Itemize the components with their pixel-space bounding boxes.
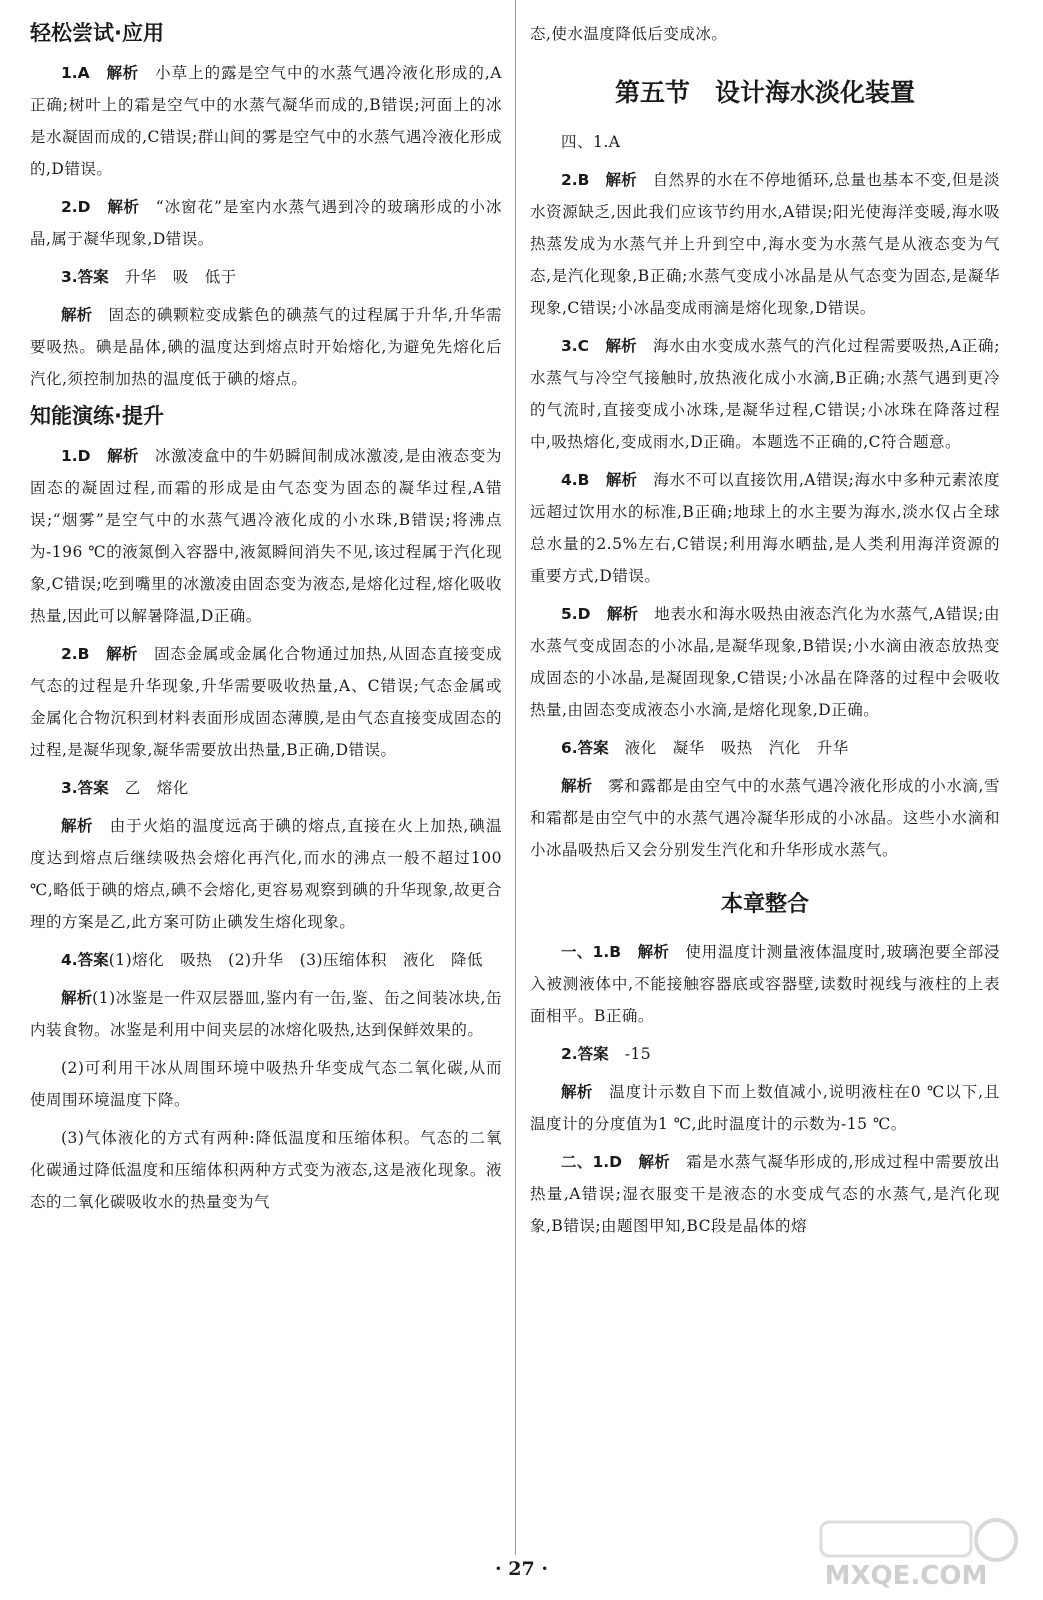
answer-item: 2.答案 -15 xyxy=(561,1045,652,1063)
answer-item: 四、1.A xyxy=(561,133,621,151)
left-column xyxy=(30,18,502,1224)
answer-item: 3.C 解析 海水由水变成水蒸气的汽化过程需要吸热,A正确;水蒸气与冷空气接触时,放热液化成小水滴,B正确;水蒸气遇到更冷的气流时,直接变成小冰珠,是凝华过程,C错误;小冰珠在降落过程中,吸热熔化,变成雨水,D正确。本题选不正确的,C符合题意。 xyxy=(530,337,1000,451)
page-number: · 27 · xyxy=(495,1558,548,1580)
answer-item: 2.D 解析 “冰窗花”是室内水蒸气遇到冷的玻璃形成的小冰晶,属于凝华现象,D错误。 xyxy=(30,198,502,248)
analysis-item: 解析 固态的碘颗粒变成紫色的碘蒸气的过程属于升华,升华需要吸热。碘是晶体,碘的温度达到熔点时开始熔化,为避免先熔化后汽化,须控制加热的温度低于碘的熔点。 xyxy=(30,306,502,388)
section-heading-try: 轻松尝试·应用 xyxy=(30,21,164,45)
answer-item: 5.D 解析 地表水和海水吸热由液态汽化为水蒸气,A错误;由水蒸气变成固态的小冰晶,是凝华现象,B错误;小水滴由液态放热变成固态的小冰晶,是凝固现象,C错误;小冰晶在降落的过程中会吸收热量,由固态变成液态小水滴,是熔化现象,D正确。 xyxy=(530,605,1000,719)
answer-item: 6.答案 液化 凝华 吸热 汽化 升华 xyxy=(561,739,849,757)
watermark-logo xyxy=(781,1512,1031,1592)
analysis-item: 解析(1)冰鉴是一件双层器皿,鉴内有一缶,鉴、缶之间装冰块,缶内装食物。冰鉴是利用中间夹层的冰熔化吸热,达到保鲜效果的。 xyxy=(30,989,502,1039)
answer-item: 4.B 解析 海水不可以直接饮用,A错误;海水中多种元素浓度远超过饮用水的标准,B正确;地球上的水主要为海水,淡水仅占全球总水量的2.5%左右,C错误;利用海水晒盐,是人类利用海洋资源的重要方式,D错误。 xyxy=(530,471,1000,585)
section-heading-practice: 知能演练·提升 xyxy=(30,404,164,428)
right-column xyxy=(530,18,1000,1248)
column-divider xyxy=(515,0,516,1555)
answer-item: 3.答案 乙 熔化 xyxy=(61,779,189,797)
watermark-text: MXQE.COM xyxy=(824,1561,988,1591)
answer-item: 3.答案 升华 吸 低于 xyxy=(61,268,237,286)
analysis-item: 解析 温度计示数自下而上数值减小,说明液柱在0 ℃以下,且温度计的分度值为1 ℃,此时温度计的示数为-15 ℃。 xyxy=(530,1083,1000,1133)
answer-item: 2.B 解析 固态金属或金属化合物通过加热,从固态直接变成气态的过程是升华现象,升华需要吸收热量,A、C错误;气态金属或金属化合物沉积到材料表面形成固态薄膜,是由气态直接变成固态的过程,是凝华现象,凝华需要放出热量,B正确,D错误。 xyxy=(30,645,502,759)
answer-item: 1.D 解析 冰激凌盒中的牛奶瞬间制成冰激凌,是由液态变为固态的凝固过程,而霜的形成是由气态变为固态的凝华过程,A错误;“烟雾”是空气中的水蒸气遇冷液化成的小水珠,B错误;将沸点为-196 ℃的液氮倒入容器中,液氮瞬间消失不见,该过程属于汽化现象,C错误;吃到嘴里的冰激凌由固态变为液态,是熔化过程,熔化吸收热量,因此可以解暑降温,D正确。 xyxy=(30,447,502,625)
analysis-item: 解析 雾和露都是由空气中的水蒸气遇冷液化形成的小水滴,雪和霜都是由空气中的水蒸气遇冷凝华形成的小冰晶。这些小水滴和小冰晶吸热后又会分别发生汽化和升华形成水蒸气。 xyxy=(530,777,1000,859)
summary-title: 本章整合 xyxy=(720,892,809,917)
answer-item: 2.B 解析 自然界的水在不停地循环,总量也基本不变,但是淡水资源缺乏,因此我们应该节约用水,A错误;阳光使海洋变暖,海水吸热蒸发成为水蒸气并上升到空中,海水变为水蒸气是从液态变为气态,是汽化现象,B正确;水蒸气变成小冰晶是从气态变为固态,是凝华现象,C错误;小冰晶变成雨滴是熔化现象,D错误。 xyxy=(530,171,1000,317)
answer-item: 一、1.B 解析 使用温度计测量液体温度时,玻璃泡要全部浸入被测液体中,不能接触容器底或容器壁,读数时视线与液柱的上表面相平。B正确。 xyxy=(530,943,1000,1025)
answer-item: 4.答案(1)熔化 吸热 (2)升华 (3)压缩体积 液化 降低 xyxy=(61,951,484,969)
analysis-item: 解析 由于火焰的温度远高于碘的熔点,直接在火上加热,碘温度达到熔点后继续吸热会熔化再汽化,而水的沸点一般不超过100 ℃,略低于碘的熔点,碘不会熔化,更容易观察到碘的升华现象,故更合理的方案是乙,此方案可防止碘发生熔化现象。 xyxy=(30,817,502,931)
continued-text: 态,使水温度降低后变成冰。 xyxy=(530,25,728,43)
section-title: 第五节 设计海水淡化装置 xyxy=(614,78,915,107)
analysis-item: (2)可利用干冰从周围环境中吸热升华变成气态二氧化碳,从而使周围环境温度下降。 xyxy=(30,1059,502,1109)
answer-item: 1.A 解析 小草上的露是空气中的水蒸气遇冷液化形成的,A正确;树叶上的霜是空气中的水蒸气凝华而成的,B错误;河面上的冰是水凝固而成的,C错误;群山间的雾是空气中的水蒸气遇冷液化形成的,D错误。 xyxy=(30,64,502,178)
analysis-item: (3)气体液化的方式有两种:降低温度和压缩体积。气态的二氧化碳通过降低温度和压缩体积两种方式变为液态,这是液化现象。液态的二氧化碳吸收水的热量变为气 xyxy=(30,1129,502,1211)
answer-item: 二、1.D 解析 霜是水蒸气凝华形成的,形成过程中需要放出热量,A错误;湿衣服变干是液态的水变成气态的水蒸气,是汽化现象,B错误;由题图甲知,BC段是晶体的熔 xyxy=(530,1153,1000,1235)
